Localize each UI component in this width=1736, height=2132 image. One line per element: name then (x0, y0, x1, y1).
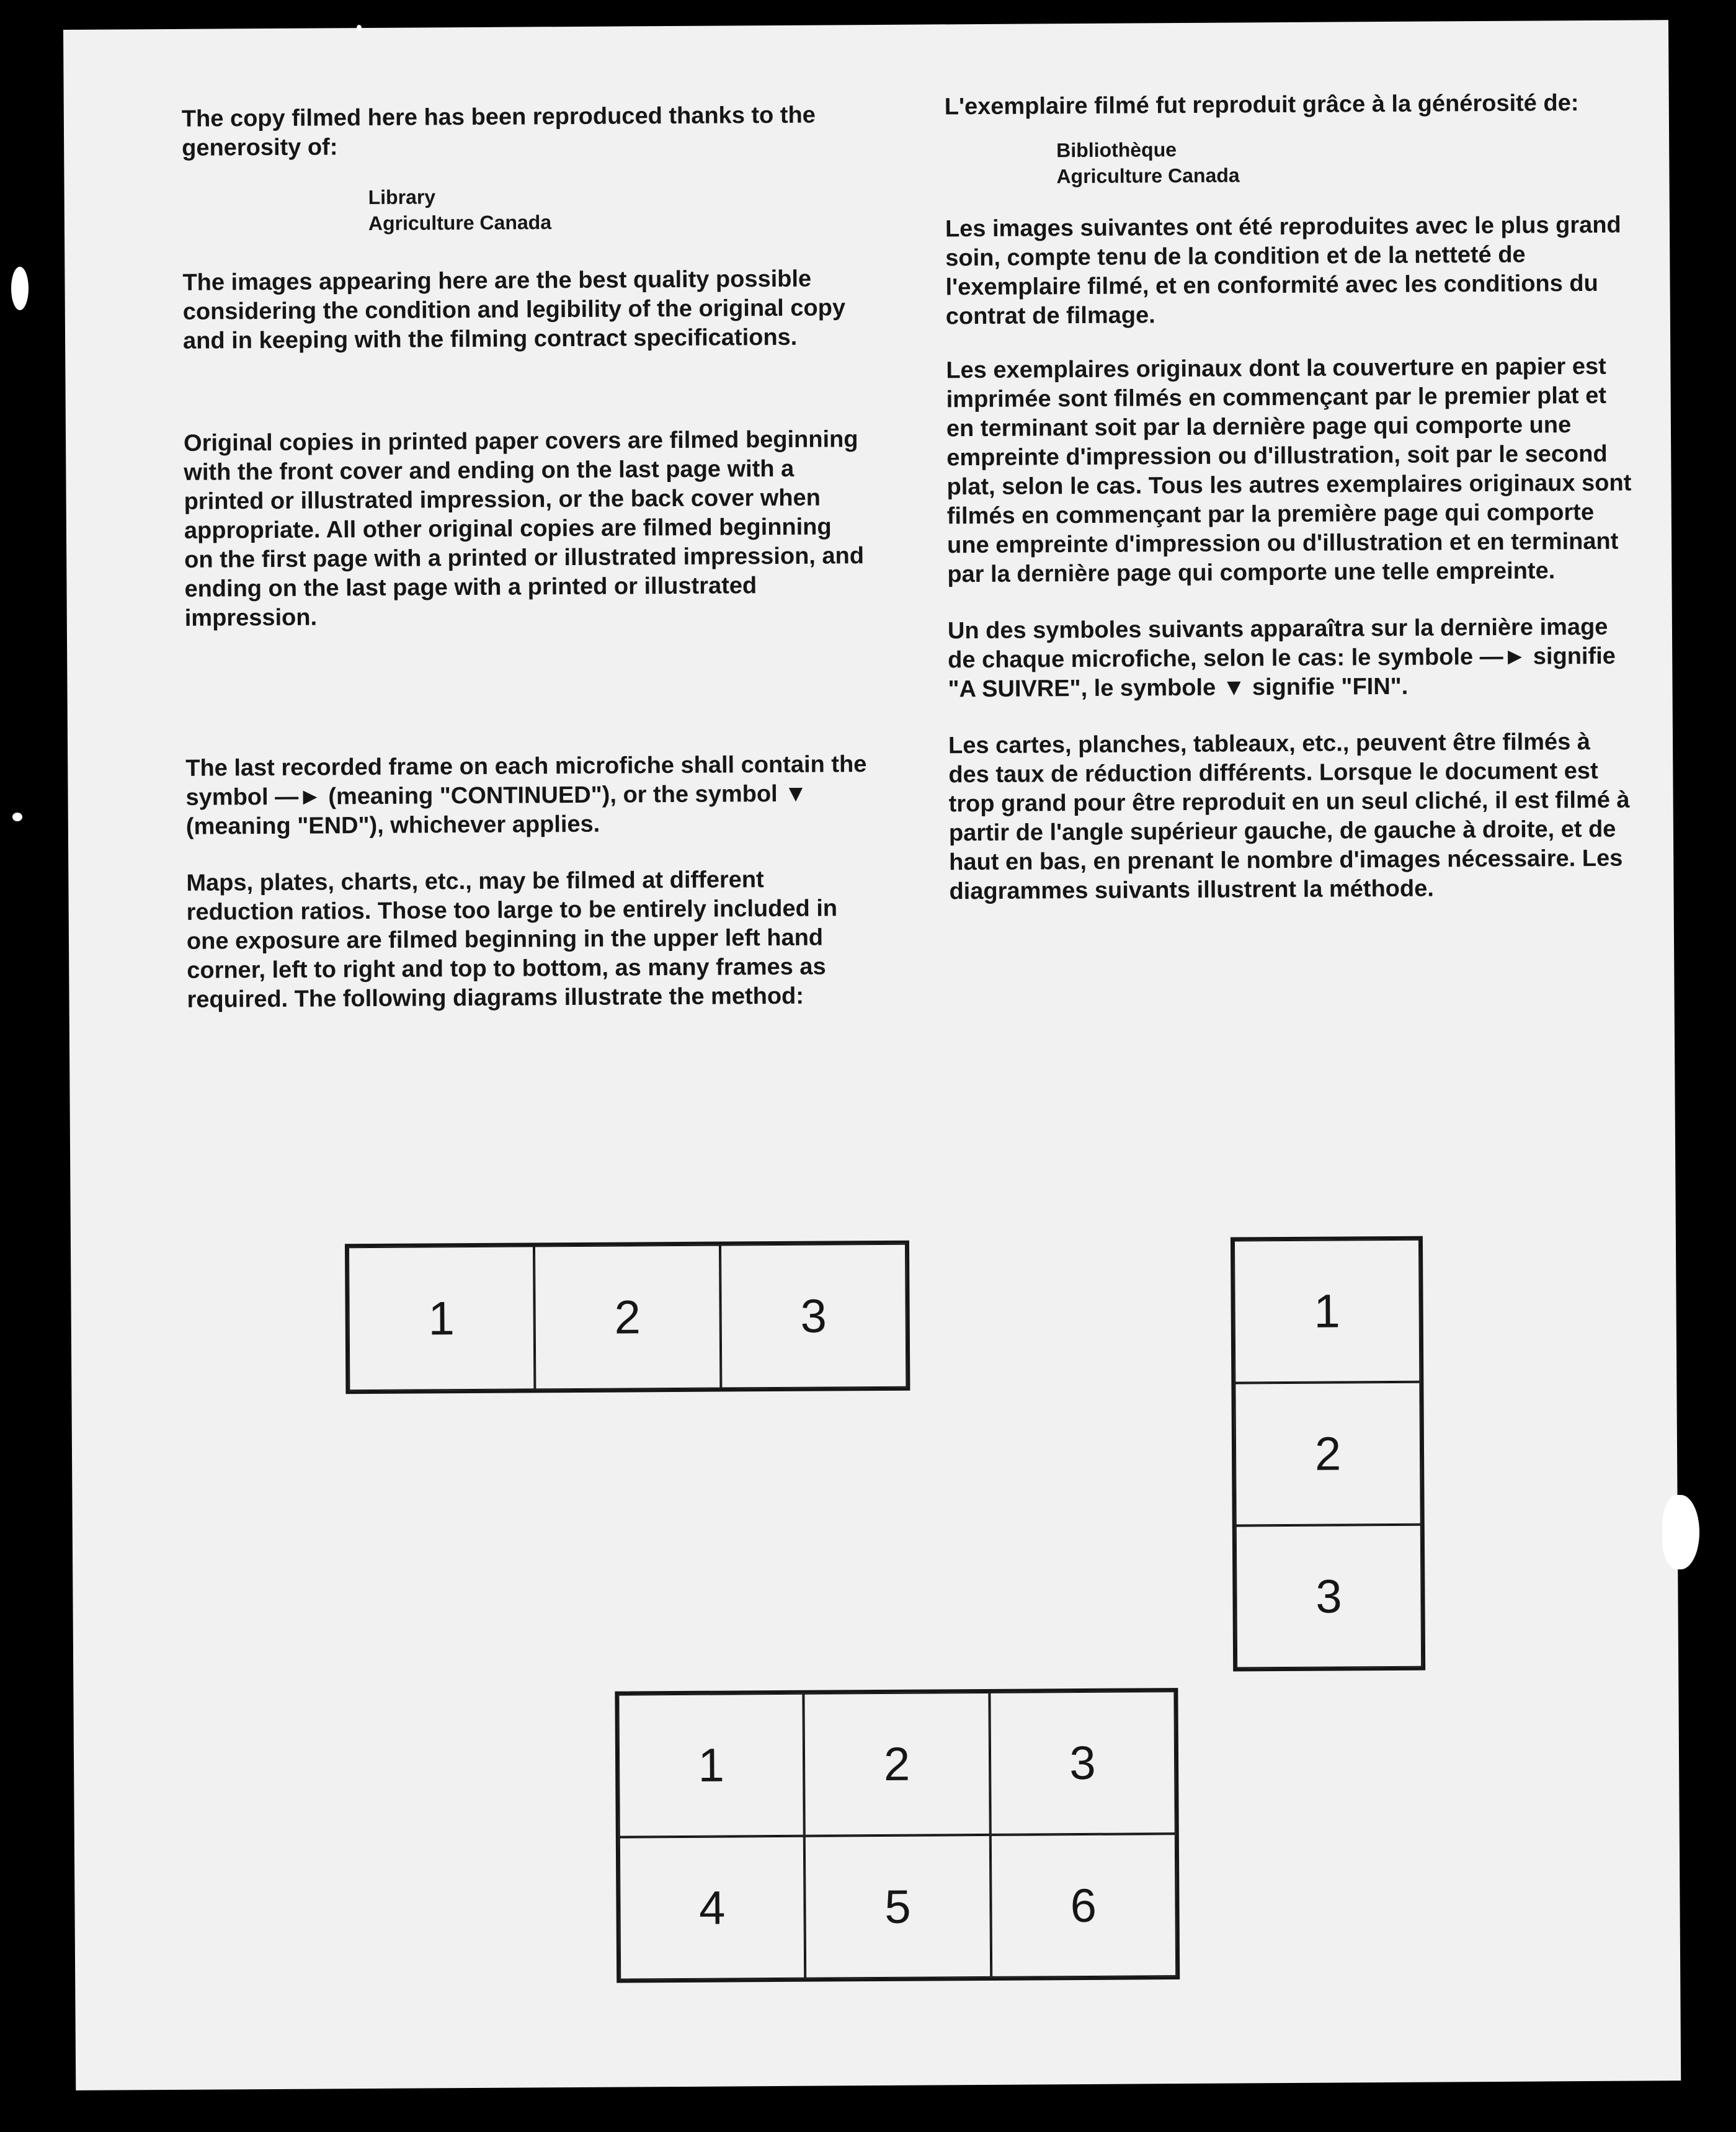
continued-arrow-icon: —► (275, 783, 322, 810)
french-column (945, 89, 1638, 907)
french-intro: L'exemplaire filmé fut reproduit grâce à la générosité de: (944, 90, 1579, 120)
english-covers: Original copies in printed paper covers are filmed beginning with the front cover and ending on the last page with a printed or illustrated impression, or the back cover when appropriate. All other original copies are filmed beginning on the first page with a printed or illustrated impression, and ending on the last page with a printed or illustrated impression. (183, 426, 865, 631)
diagram-grid (615, 1688, 1180, 1983)
french-symbol-c: signifie "FIN". (1252, 673, 1409, 701)
diagram-cell: 2 (804, 1692, 990, 1836)
french-quality: Les images suivantes ont été reproduites avec le plus grand soin, compte tenu de la condition et de la netteté de l'exemplaire filmé, et en conformité avec les conditions du contrat de filmage. (945, 212, 1621, 330)
english-symbol-b: (meaning "CONTINUED"), or the symbol (328, 780, 778, 810)
french-symbols (948, 613, 1637, 705)
diagram-cell: 6 (990, 1834, 1177, 1978)
filmed-page (63, 20, 1681, 2090)
diagram-cell: 5 (804, 1835, 991, 1979)
end-triangle-icon: ▼ (1222, 674, 1246, 701)
english-quality: The images appearing here are the best quality possible considering the condition and legibility of the original copy and in keeping with the filming contract specifications. (182, 265, 846, 354)
end-triangle-icon: ▼ (784, 780, 808, 807)
diagram-cell: 2 (534, 1245, 721, 1390)
diagram-horizontal (345, 1241, 910, 1394)
english-column (182, 100, 870, 1015)
film-speck (11, 267, 29, 310)
english-library-line2: Agriculture Canada (368, 211, 552, 235)
english-symbol-c: (meaning "END"), whichever applies. (185, 811, 600, 840)
film-speck (1662, 1495, 1699, 1569)
english-library-line1: Library (368, 185, 436, 209)
english-intro: The copy filmed here has been reproduced thanks to the generosity of: (181, 102, 816, 161)
english-symbol-a: The last recorded frame on each microfiche shall contain the symbol (185, 751, 867, 811)
film-speck (12, 813, 22, 821)
film-speck (357, 25, 362, 31)
diagram-cell: 1 (618, 1693, 804, 1837)
diagram-cell: 4 (619, 1836, 806, 1980)
french-maps: Les cartes, planches, tableaux, etc., peuvent être filmés à des taux de réduction différents. Lorsque le document est trop grand pour être reproduit en un seul cliché, il est filmé à partir de l'angle supérieur gauche, de gauche à droite, et de haut en bas, en prenant le nombre d'images nécessaire. Les diagrammes suivants illustrent la méthode. (948, 728, 1630, 905)
french-library-line2: Agriculture Canada (1056, 164, 1240, 188)
english-symbols (185, 750, 868, 842)
french-symbol-b: signifie "A SUIVRE", le symbole (948, 643, 1616, 703)
diagram-cell: 3 (720, 1244, 907, 1389)
continued-arrow-icon: —► (1479, 643, 1527, 671)
french-library-line1: Bibliothèque (1056, 138, 1177, 162)
diagram-cell: 1 (1234, 1239, 1420, 1383)
diagram-cell: 3 (989, 1691, 1176, 1835)
diagram-cell: 3 (1235, 1525, 1422, 1669)
english-maps: Maps, plates, charts, etc., may be filmed at different reduction ratios. Those too large to be entirely included in one exposure are filmed beginning in the upper left hand corner, left to right and top to bottom, as many frames as required. The following diagrams illustrate the method: (186, 867, 838, 1013)
diagram-cell: 1 (348, 1246, 535, 1391)
french-covers: Les exemplaires originaux dont la couverture en papier est imprimée sont filmés en commençant par le premier plat et en terminant soit par la dernière page qui comporte une empreinte d'impression ou d'illustration, soit par le second plat, selon le cas. Tous les autres exemplaires originaux sont filmés en commençant par la première page qui comporte une empreinte d'impression ou d'illustration et en terminant par la dernière page qui comporte une telle empreinte. (946, 353, 1632, 588)
diagram-vertical (1231, 1236, 1425, 1672)
diagram-cell: 2 (1234, 1382, 1421, 1526)
french-symbol-a: Un des symboles suivants apparaîtra sur la dernière image de chaque microfiche, selon le cas: le symbole (947, 613, 1608, 674)
